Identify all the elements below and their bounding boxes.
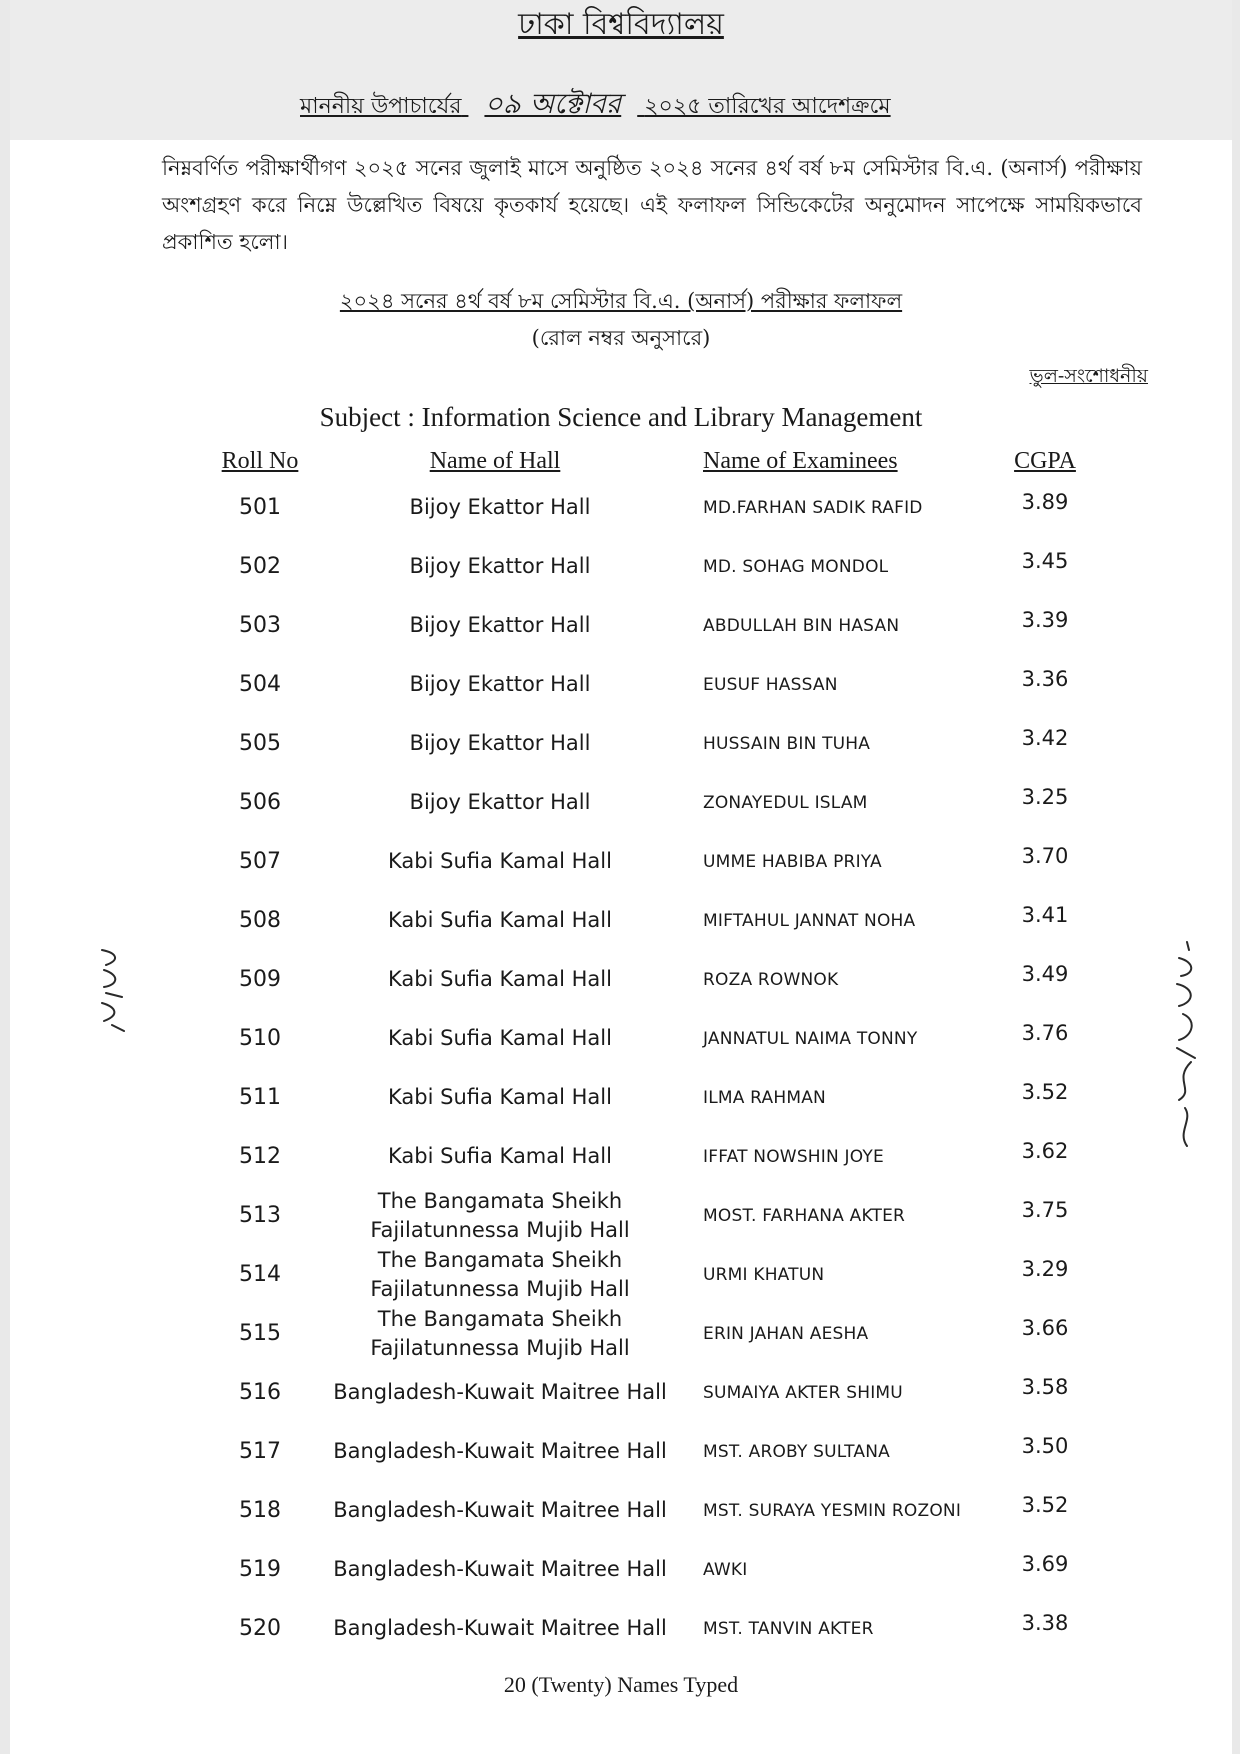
cgpa-cell: 3.52 (1021, 1492, 1069, 1517)
roll-cell: 507 (239, 849, 281, 874)
table-row (10, 773, 1232, 832)
hall-cell: Bijoy Ekattor Hall (409, 613, 591, 637)
hall-cell: Bangladesh-Kuwait Maitree Hall (333, 1557, 667, 1581)
table-row (10, 950, 1232, 1009)
hall-cell: Kabi Sufia Kamal Hall (388, 1085, 612, 1109)
examinee-cell: ERIN JAHAN AESHA (703, 1323, 869, 1344)
roll-cell: 514 (239, 1262, 281, 1287)
table-row (10, 478, 1232, 537)
cgpa-cell: 3.69 (1021, 1551, 1069, 1576)
table-row (10, 1481, 1232, 1540)
roll-cell: 503 (239, 613, 281, 638)
roll-cell: 509 (239, 967, 281, 992)
hall-cell: The Bangamata Sheikh Fajilatunnessa Mujib Hall (370, 1306, 630, 1360)
roll-cell: 511 (239, 1085, 281, 1110)
roll-cell: 518 (239, 1498, 281, 1523)
examinee-cell: ABDULLAH BIN HASAN (703, 615, 900, 636)
cgpa-cell: 3.58 (1021, 1374, 1069, 1399)
examinee-cell: MIFTAHUL JANNAT NOHA (703, 910, 916, 931)
roll-cell: 506 (239, 790, 281, 815)
examinee-cell: MD.FARHAN SADIK RAFID (703, 497, 923, 518)
cgpa-cell: 3.52 (1021, 1079, 1069, 1104)
cgpa-cell: 3.42 (1021, 725, 1069, 750)
roll-cell: 501 (239, 495, 281, 520)
examinee-cell: SUMAIYA AKTER SHIMU (703, 1382, 903, 1403)
roll-cell: 505 (239, 731, 281, 756)
examinee-cell: URMI KHATUN (703, 1264, 825, 1285)
subject-title: Subject : Information Science and Library Management (319, 402, 923, 432)
table-row (10, 1599, 1232, 1658)
examinee-cell: EUSUF HASSAN (703, 674, 838, 695)
roll-cell: 515 (239, 1321, 281, 1346)
hall-cell: The Bangamata Sheikh Fajilatunnessa Mujib Hall (370, 1188, 630, 1242)
roll-cell: 510 (239, 1026, 281, 1051)
table-row (10, 1422, 1232, 1481)
table-row (10, 832, 1232, 891)
roll-cell: 504 (239, 672, 281, 697)
hall-cell: Kabi Sufia Kamal Hall (388, 1026, 612, 1050)
cgpa-cell: 3.66 (1021, 1315, 1069, 1340)
table-row (10, 655, 1232, 714)
examinee-cell: UMME HABIBA PRIYA (703, 851, 882, 872)
cgpa-cell: 3.36 (1021, 666, 1069, 691)
examinee-cell: ZONAYEDUL ISLAM (703, 792, 868, 813)
cgpa-cell: 3.70 (1021, 843, 1069, 868)
correction-note: ভুল-সংশোধনীয় (1029, 365, 1148, 387)
table-row (10, 1009, 1232, 1068)
table-row (10, 596, 1232, 655)
table-row (10, 891, 1232, 950)
hall-cell: Kabi Sufia Kamal Hall (388, 1144, 612, 1168)
table-row (10, 1304, 1232, 1363)
hall-cell: Bijoy Ekattor Hall (409, 554, 591, 578)
roll-cell: 508 (239, 908, 281, 933)
handwritten-signature-left (92, 945, 132, 1039)
roll-cell: 502 (239, 554, 281, 579)
hall-cell: Bangladesh-Kuwait Maitree Hall (333, 1439, 667, 1463)
roll-cell: 512 (239, 1144, 281, 1169)
hall-cell: The Bangamata Sheikh Fajilatunnessa Mujib Hall (370, 1247, 630, 1301)
table-row (10, 1127, 1232, 1186)
cgpa-cell: 3.29 (1021, 1256, 1069, 1281)
table-row (10, 1068, 1232, 1127)
examinee-cell: MST. AROBY SULTANA (703, 1441, 890, 1462)
result-title: ২০২৪ সনের ৪র্থ বর্ষ ৮ম সেমিস্টার বি.এ. (অনার্স) পরীক্ষার ফলাফল (339, 289, 903, 313)
hall-cell: Bangladesh-Kuwait Maitree Hall (333, 1380, 667, 1404)
cgpa-cell: 3.49 (1021, 961, 1069, 986)
examinee-cell: JANNATUL NAIMA TONNY (703, 1028, 918, 1049)
header-hall: Name of Hall (429, 448, 561, 474)
hall-cell: Kabi Sufia Kamal Hall (388, 908, 612, 932)
table-row (10, 537, 1232, 596)
cgpa-cell: 3.62 (1021, 1138, 1069, 1163)
roll-cell: 516 (239, 1380, 281, 1405)
hall-cell: Bijoy Ekattor Hall (409, 672, 591, 696)
footer-note: 20 (Twenty) Names Typed (503, 1672, 739, 1697)
hall-cell: Bangladesh-Kuwait Maitree Hall (333, 1616, 667, 1640)
handwritten-signature-right (1165, 940, 1205, 1154)
cgpa-cell: 3.38 (1021, 1610, 1069, 1635)
cgpa-cell: 3.76 (1021, 1020, 1069, 1045)
table-row (10, 1186, 1232, 1245)
examinee-cell: ROZA ROWNOK (703, 969, 839, 990)
header-roll: Roll No (221, 448, 299, 474)
university-name: ঢাকা বিশ্ববিদ্যালয় (518, 7, 724, 42)
examinee-cell: HUSSAIN BIN TUHA (703, 733, 871, 754)
hall-cell: Bijoy Ekattor Hall (409, 731, 591, 755)
notice-paragraph: নিম্নবর্ণিত পরীক্ষার্থীগণ ২০২৫ সনের জুলাই মাসে অনুষ্ঠিত ২০২৪ সনের ৪র্থ বর্ষ ৮ম সেমিস্টার বি.এ. (অনার্স) পরীক্ষায় অংশগ্রহণ করে নিম্নে উল্লেখিত বিষয়ে কৃতকার্য হয়েছে। এই ফলাফল সিন্ডিকেটের অনুমোদন সাপেক্ষে সাময়িকভাবে প্রকাশিত হলো। (162, 156, 1142, 254)
header-name: Name of Examinees (703, 448, 898, 474)
roll-cell: 520 (239, 1616, 281, 1641)
hall-cell: Kabi Sufia Kamal Hall (388, 967, 612, 991)
results-table (10, 478, 1232, 1658)
cgpa-cell: 3.39 (1021, 607, 1069, 632)
cgpa-cell: 3.50 (1021, 1433, 1069, 1458)
examinee-cell: MST. SURAYA YESMIN ROZONI (703, 1500, 962, 1521)
examinee-cell: MD. SOHAG MONDOL (703, 556, 889, 577)
hall-cell: Kabi Sufia Kamal Hall (388, 849, 612, 873)
table-row (10, 1363, 1232, 1422)
order-prefix: মাননীয় উপাচার্যের (300, 94, 462, 119)
roll-cell: 513 (239, 1203, 281, 1228)
order-date: ০৯ অক্টোবর (484, 87, 622, 120)
cgpa-cell: 3.75 (1021, 1197, 1069, 1222)
roll-order-note: (রোল নম্বর অনুসারে) (531, 326, 711, 350)
order-suffix: ২০২৫ তারিখের আদেশক্রমে (644, 94, 891, 119)
hall-cell: Bijoy Ekattor Hall (409, 495, 591, 519)
table-row (10, 714, 1232, 773)
table-row (10, 1540, 1232, 1599)
roll-cell: 517 (239, 1439, 281, 1464)
roll-cell: 519 (239, 1557, 281, 1582)
examinee-cell: AWKI (703, 1559, 748, 1580)
hall-cell: Bangladesh-Kuwait Maitree Hall (333, 1498, 667, 1522)
examinee-cell: ILMA RAHMAN (703, 1087, 826, 1108)
cgpa-cell: 3.89 (1021, 489, 1069, 514)
header-cgpa: CGPA (1014, 448, 1076, 474)
hall-cell: Bijoy Ekattor Hall (409, 790, 591, 814)
examinee-cell: MOST. FARHANA AKTER (703, 1205, 906, 1226)
document-page (10, 0, 1232, 1754)
order-line (300, 82, 1000, 129)
cgpa-cell: 3.41 (1021, 902, 1069, 927)
table-row (10, 1245, 1232, 1304)
cgpa-cell: 3.25 (1021, 784, 1069, 809)
examinee-cell: IFFAT NOWSHIN JOYE (703, 1146, 884, 1167)
cgpa-cell: 3.45 (1021, 548, 1069, 573)
examinee-cell: MST. TANVIN AKTER (703, 1618, 874, 1639)
